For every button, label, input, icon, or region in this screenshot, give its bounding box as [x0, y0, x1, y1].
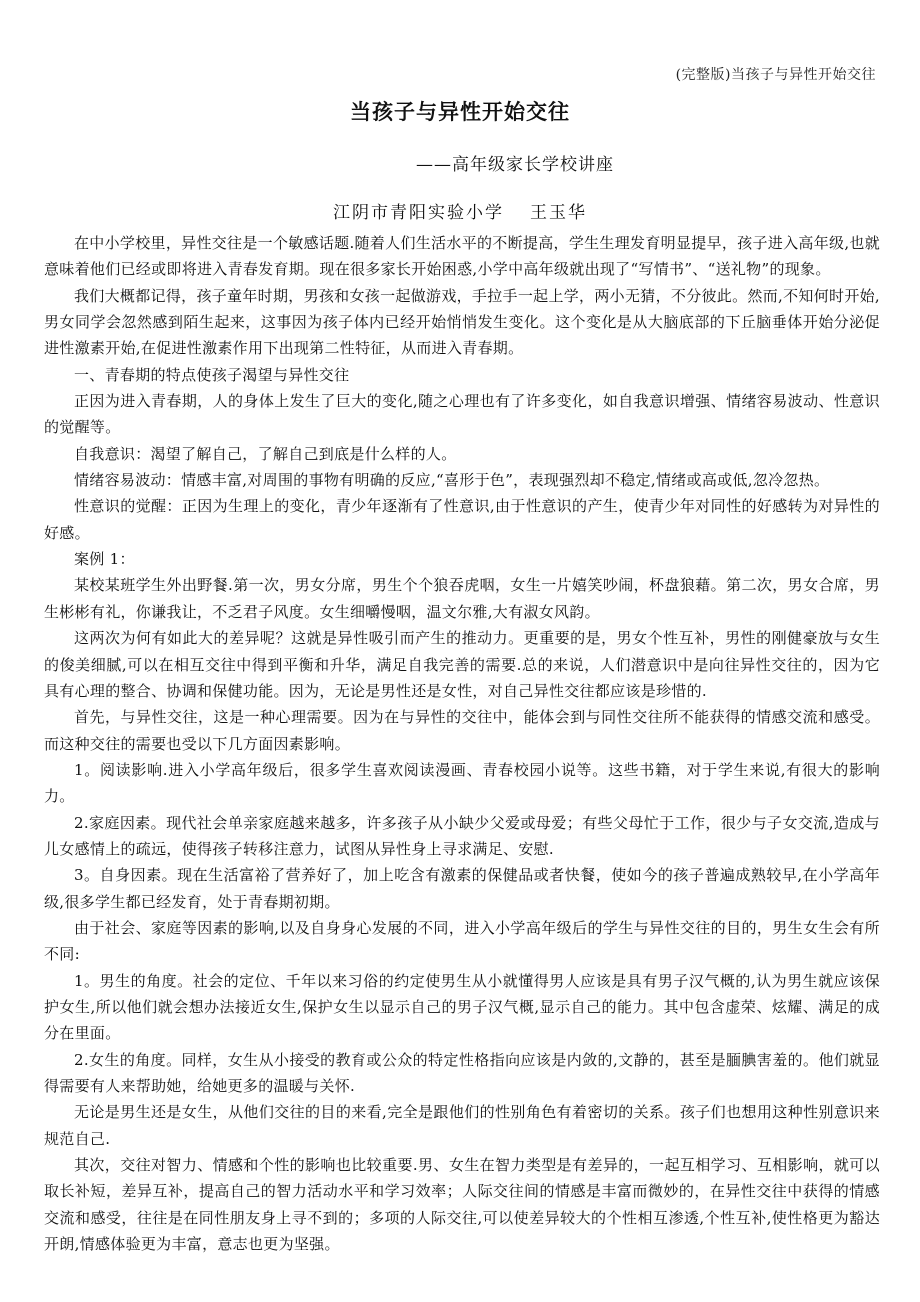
paragraph: 首先，与异性交往，这是一种心理需要。因为在与异性的交往中，能体会到与同性交往所不能获得的情感交流和感受。而这种交往的需要也受以下几方面因素影响。 — [44, 708, 880, 753]
author-name: 王玉华 — [530, 203, 587, 223]
author-line — [0, 198, 920, 223]
paragraph: 1。阅读影响.进入小学高年级后，很多学生喜欢阅读漫画、青春校园小说等。这些书籍，对于学生来说,有很大的影响力。 — [44, 760, 880, 806]
case-label: 案例 1： — [74, 550, 135, 569]
paragraph: 正因为进入青春期，人的身体上发生了巨大的变化,随之心理也有了许多变化，如自我意识增强、情绪容易波动、性意识的觉醒等。 — [44, 392, 880, 437]
document-title: 当孩子与异性开始交往 — [350, 100, 570, 124]
document-subtitle: ——高年级家长学校讲座 — [416, 155, 614, 175]
paragraph: 2.女生的角度。同样，女生从小接受的教育或公众的特定性格指向应该是内敛的,文静的，甚至是腼腆害羞的。他们就显得需要有人来帮助她，给她更多的温暖与关怀. — [44, 1050, 880, 1095]
paragraph: 自我意识：渴望了解自己，了解自己到底是什么样的人。 — [74, 444, 457, 463]
author-school: 江阴市青阳实验小学 — [333, 203, 504, 223]
paragraph: 情绪容易波动：情感丰富,对周围的事物有明确的反应,“喜形于色”，表现强烈却不稳定,情绪或高或低,忽冷忽热。 — [74, 471, 830, 490]
paragraph: 这两次为何有如此大的差异呢？这就是异性吸引而产生的推动力。更重要的是，男女个性互补，男性的刚健豪放与女生的俊美细腻,可以在相互交往中得到平衡和升华，满足自我完善的需要.总的来说，人们潜意识中是向往异性交往的，因为它具有心理的整合、协调和保健功能。因为，无论是男性还是女性，对自己异性交往都应该是珍惜的. — [44, 629, 880, 700]
paragraph: 3。自身因素。现在生活富裕了营养好了，加上吃含有激素的保健品或者快餐，使如今的孩子普遍成熟较早,在小学高年级,很多学生都已经发育，处于青春期初期。 — [44, 866, 880, 911]
section-heading: 一、青春期的特点使孩子渴望与异性交往 — [74, 365, 350, 384]
paragraph: 1。男生的角度。社会的定位、千年以来习俗的约定使男生从小就懂得男人应该是具有男子汉气概的,认为男生就应该保护女生,所以他们就会想办法接近女生,保护女生以显示自己的男子汉气概,显示自己的能力。其中包含虚荣、炫耀、满足的成分在里面。 — [44, 971, 880, 1043]
paragraph: 由于社会、家庭等因素的影响,以及自身身心发展的不同，进入小学高年级后的学生与异性交往的目的，男生女生会有所不同: — [44, 918, 880, 964]
paragraph: 性意识的觉醒：正因为生理上的变化，青少年逐渐有了性意识,由于性意识的产生，使青少年对同性的好感转为对异性的好感。 — [44, 497, 880, 542]
paragraph: 无论是男生还是女生，从他们交往的目的来看,完全是跟他们的性别角色有着密切的关系。孩子们也想用这种性别意识来规范自己. — [44, 1103, 880, 1148]
running-header: (完整版)当孩子与异性开始交往 — [675, 67, 876, 83]
paragraph: 我们大概都记得，孩子童年时期，男孩和女孩一起做游戏，手拉手一起上学，两小无猜，不分彼此。然而,不知何时开始,男女同学会忽然感到陌生起来，这事因为孩子体内已经开始悄悄发生变化。这个变化是从大脑底部的下丘脑垂体开始分泌促进性激素开始,在促进性激素作用下出现第二性特征，从而进入青春期。 — [44, 286, 880, 358]
paragraph: 其次，交往对智力、情感和个性的影响也比较重要.男、女生在智力类型是有差异的，一起互相学习、互相影响，就可以取长补短，差异互补，提高自己的智力活动水平和学习效率；人际交往间的情感是丰富而微妙的，在异性交往中获得的情感交流和感受，往往是在同性朋友身上寻不到的；多项的人际交往,可以使差异较大的个性相互渗透,个性互补,使性格更为豁达开朗,情感体验更为丰富，意志也更为坚强。 — [44, 1156, 880, 1254]
document-body — [44, 230, 880, 1257]
paragraph: 某校某班学生外出野餐.第一次，男女分席，男生个个狼吞虎咽，女生一片嬉笑吵闹，杯盘狼藉。第二次，男女合席，男生彬彬有礼，你谦我让，不乏君子风度。女生细嚼慢咽，温文尔雅,大有淑女风韵。 — [44, 576, 880, 621]
paragraph: 2.家庭因素。现代社会单亲家庭越来越多，许多孩子从小缺少父爱或母爱；有些父母忙于工作，很少与子女交流,造成与儿女感情上的疏远，使得孩子转移注意力，试图从异性身上寻求满足、安慰. — [44, 813, 880, 858]
paragraph: 在中小学校里，异性交往是一个敏感话题.随着人们生活水平的不断提高，学生生理发育明显提早，孩子进入高年级,也就意味着他们已经或即将进入青春发育期。现在很多家长开始困惑,小学中高年级就出现了“写情书”、“送礼物”的现象。 — [44, 234, 880, 279]
